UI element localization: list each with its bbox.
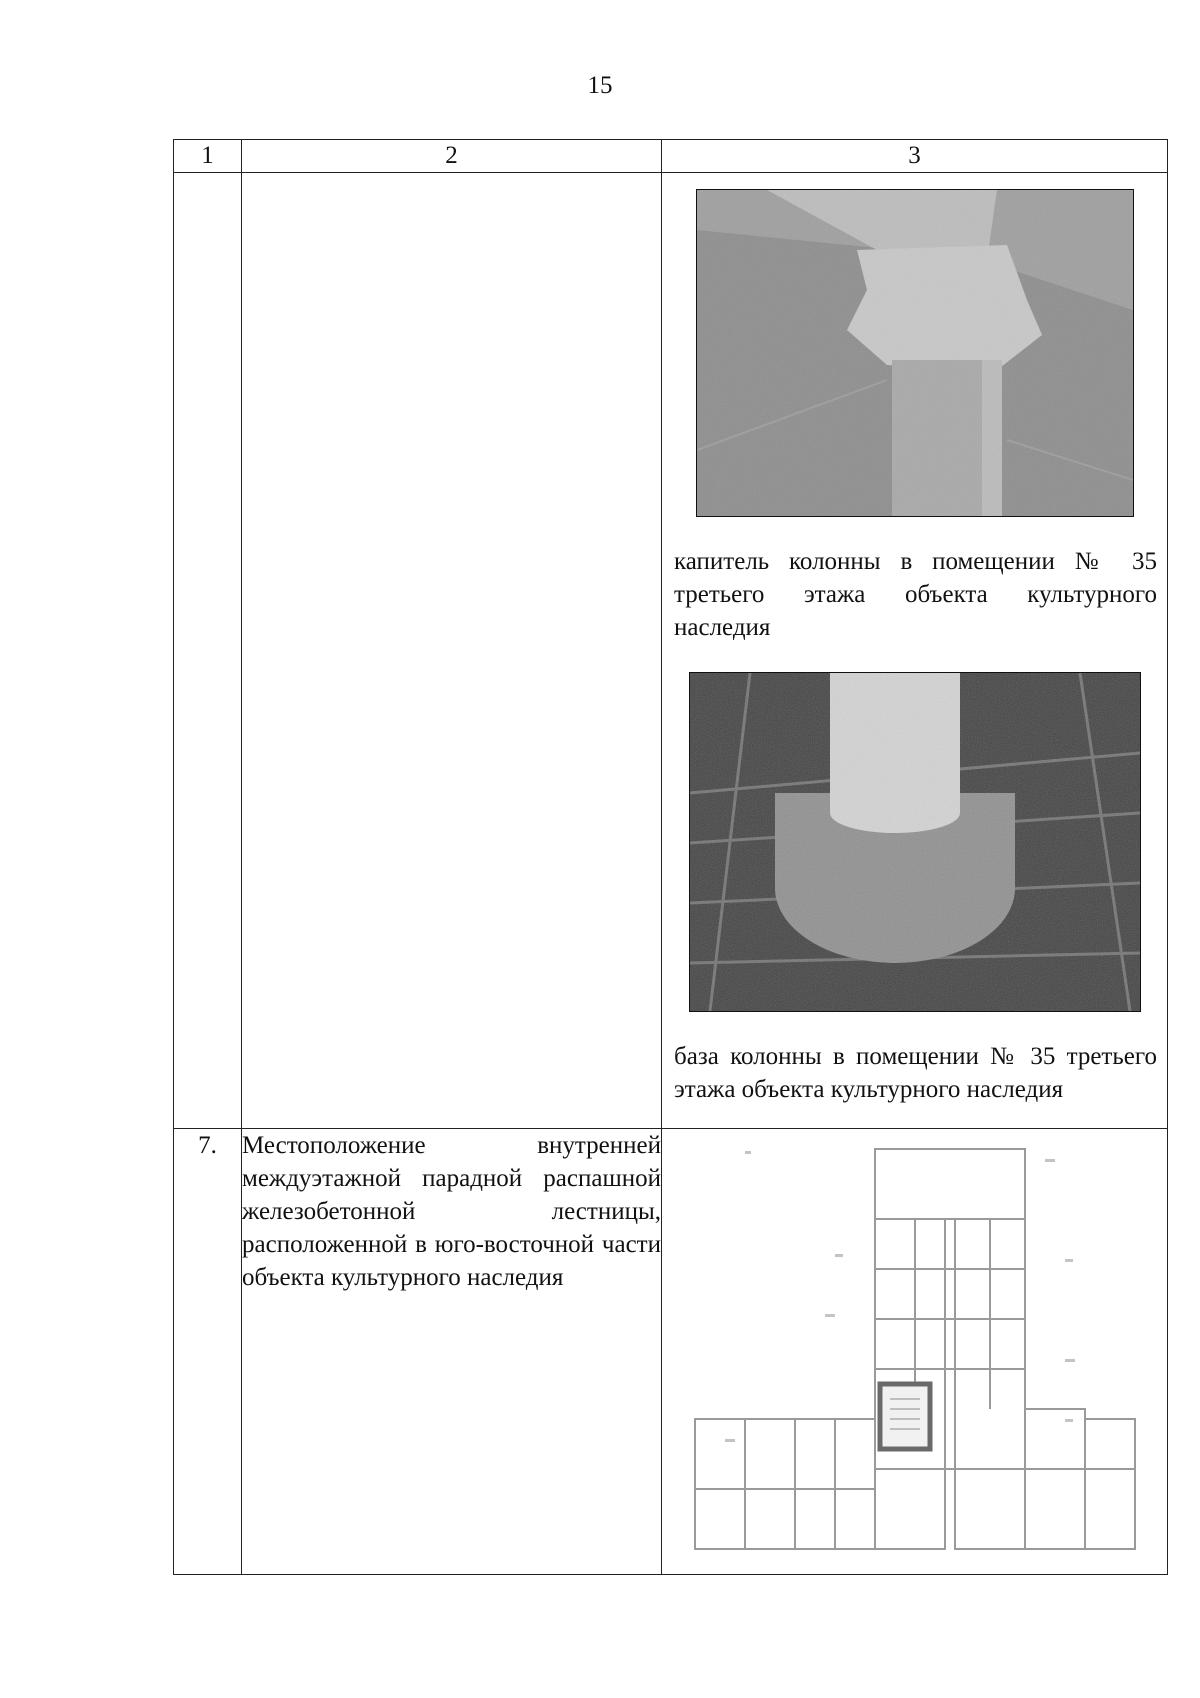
row-photos-cell (662, 173, 1168, 1129)
column-capital-caption: капитель колонны в помещении № 35 третьего этажа объекта культурного наследия (674, 548, 1157, 641)
row-number-cell: 7. (174, 1129, 242, 1575)
table-row (174, 1129, 1168, 1575)
row-number-cell (174, 173, 242, 1129)
header-cell-3: 3 (662, 140, 1168, 173)
header-cell-1: 1 (174, 140, 242, 173)
floor-plan-image (685, 1139, 1145, 1559)
page-number: 15 (587, 72, 613, 99)
header-cell-2: 2 (242, 140, 662, 173)
row-plan-cell (662, 1129, 1168, 1575)
row-description-cell (242, 173, 662, 1129)
column-base-photo (689, 672, 1141, 1012)
document-table (173, 139, 1168, 1575)
row-description-cell: Местоположение внутренней междуэтажной парадной распашной железобетонной лестницы, расположенной в юго-восточной части объекта культурного наследия (242, 1129, 662, 1575)
table-header-row (174, 140, 1168, 173)
column-base-caption: база колонны в помещении № 35 третьего этажа объекта культурного наследия (674, 1043, 1157, 1103)
table-row (174, 173, 1168, 1129)
column-capital-photo (696, 189, 1134, 517)
